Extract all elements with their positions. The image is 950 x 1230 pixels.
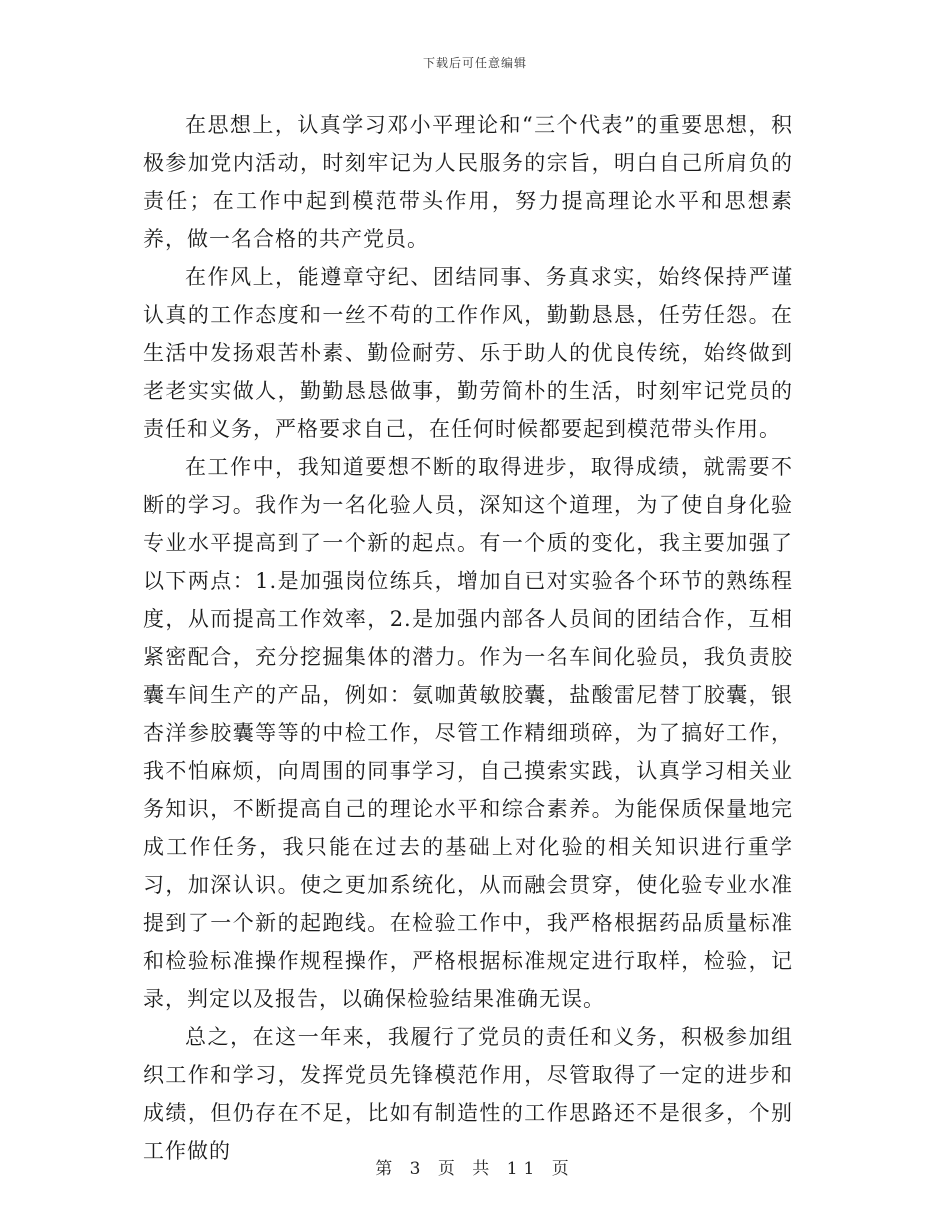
paragraph-summary: 总之，在这一年来，我履行了党员的责任和义务，积极参加组织工作和学习，发挥党员先锋模范作用，尽管取得了一定的进步和成绩，但仍存在不足，比如有制造性的工作思路还不是很多，个别工作做的: [143, 1025, 793, 1163]
paragraph-work-style: 在作风上，能遵章守纪、团结同事、务真求实，始终保持严谨认真的工作态度和一丝不苟的工作作风，勤勤恳恳，任劳任怨。在生活中发扬艰苦朴素、勤俭耐劳、乐于助人的优良传统，始终做到老老实实做人，勤勤恳恳做事，勤劳简朴的生活，时刻牢记党员的责任和义务，严格要求自己，在任何时候都要起到模范带头作用。: [143, 265, 793, 441]
page-number: 第 3 页 共 11 页: [375, 1159, 575, 1179]
document-body: [143, 106, 793, 1170]
paragraph-ideology: 在思想上，认真学习邓小平理论和“三个代表”的重要思想，积极参加党内活动，时刻牢记为人民服务的宗旨，明白自己所肩负的责任；在工作中起到模范带头作用，努力提高理论水平和思想素养，做一名合格的共产党员。: [143, 113, 793, 251]
paragraph-work: 在工作中，我知道要想不断的取得进步，取得成绩，就需要不断的学习。我作为一名化验人员，深知这个道理，为了使自身化验专业水平提高到了一个新的起点。有一个质的变化，我主要加强了以下两点：1.是加强岗位练兵，增加自已对实验各个环节的熟练程度，从而提高工作效率，2.是加强内部各人员间的团结合作，互相紧密配合，充分挖掘集体的潜力。作为一名车间化验员，我负责胶囊车间生产的产品，例如：氨咖黄敏胶囊，盐酸雷尼替丁胶囊，银杏洋参胶囊等等的中检工作，尽管工作精细琐碎，为了搞好工作，我不怕麻烦，向周围的同事学习，自己摸索实践，认真学习相关业务知识，不断提高自己的理论水平和综合素养。为能保质保量地完成工作任务，我只能在过去的基础上对化验的相关知识进行重学习，加深认识。使之更加系统化，从而融会贯穿，使化验专业水准提到了一个新的起跑线。在检验工作中，我严格根据药品质量标准和检验标准操作规程操作，严格根据标准规定进行取样，检验，记录，判定以及报告，以确保检验结果准确无误。: [143, 455, 793, 1011]
page-header-note: 下载后可任意编辑: [422, 56, 527, 70]
